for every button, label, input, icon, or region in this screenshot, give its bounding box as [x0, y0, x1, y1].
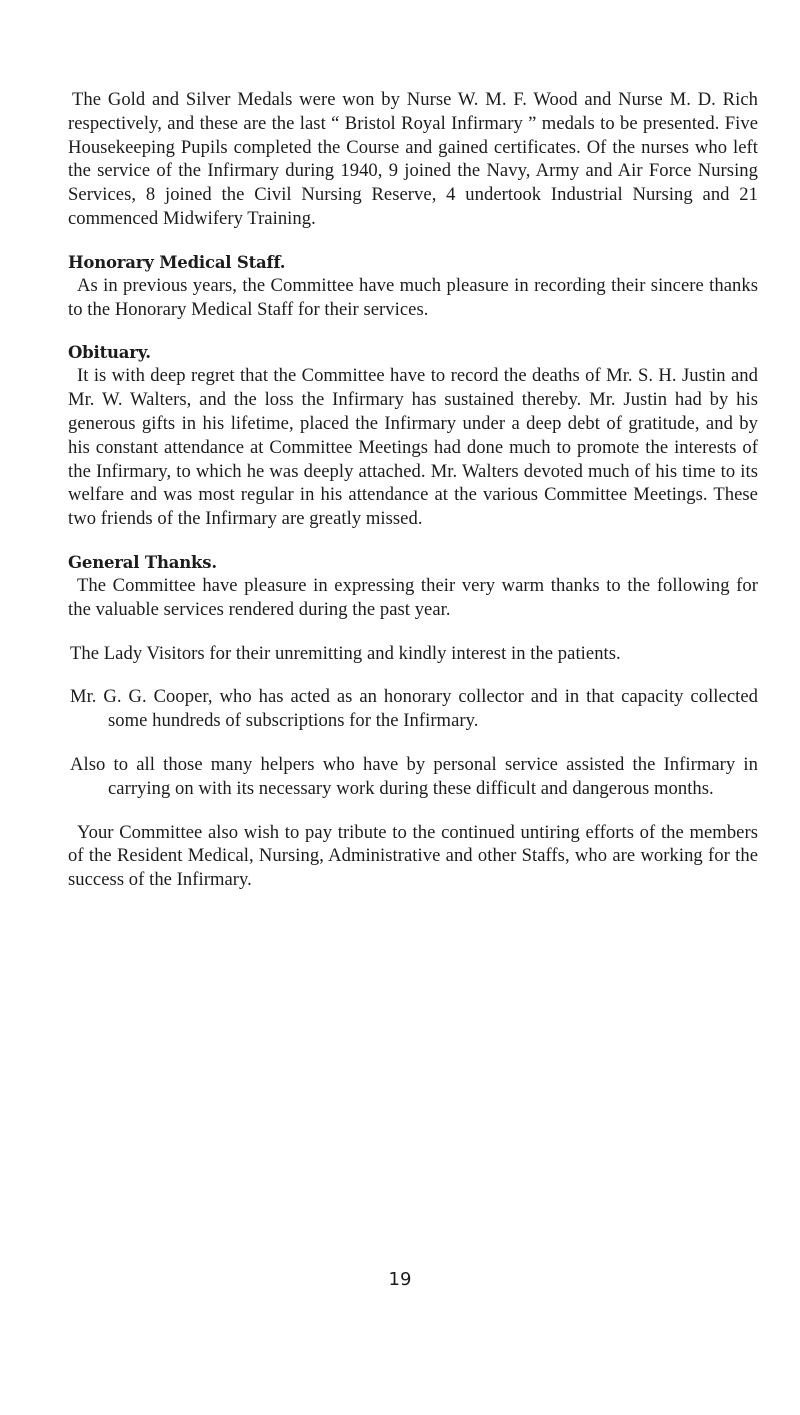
intro-paragraph: The Gold and Silver Medals were won by Nurse W. M. F. Wood and Nurse M. D. Rich respectively, and these are the last “ Bristol Royal Infirmary ” medals to be presented. Five Housekeeping Pupils completed the Course and gained certificates. Of the nurses who left the service of the Infirmary during 1940, 9 joined the Navy, Army and Air Force Nursing Services, 8 joined the Civil Nursing Reserve, 4 undertook Industrial Nursing and 21 commenced Midwifery Training. [68, 89, 758, 229]
honorary-medical-staff-heading: Honorary Medical Staff. [68, 252, 286, 272]
general-thanks-text: The Committee have pleasure in expressing their very warm thanks to the following for the valuable services rendered during the past year. [68, 574, 758, 620]
obituary-section [68, 342, 758, 531]
thanks-item-helpers: Also to all those many helpers who have by personal service assisted the Infirmary in carrying on with its necessary work during these difficult and dangerous months. [70, 753, 758, 799]
general-thanks-section [68, 552, 758, 892]
document-page [68, 88, 758, 892]
thanks-item-lady-visitors: The Lady Visitors for their unremitting and kindly interest in the patients. [70, 642, 621, 664]
thanks-item-cooper: Mr. G. G. Cooper, who has acted as an honorary collector and in that capacity collected some hundreds of subscriptions for the Infirmary. [70, 686, 758, 732]
general-thanks-closing: Your Committee also wish to pay tribute to the continued untiring efforts of the members of the Resident Medical, Nursing, Administrative and other Staffs, who are working for the success of the Infirmary. [68, 821, 758, 891]
honorary-medical-staff-section [68, 252, 758, 322]
obituary-text: It is with deep regret that the Committee have to record the deaths of Mr. S. H. Justin and Mr. W. Walters, and the loss the Infirmary has sustained thereby. Mr. Justin had by his generous gifts in his lifetime, placed the Infirmary under a deep debt of gratitude, and by his constant attendance at Committee Meetings had done much to promote the interests of the Infirmary, to which he was deeply attached. Mr. Walters devoted much of his time to its welfare and was most regular in his attendance at the various Committee Meetings. These two friends of the Infirmary are greatly missed. [68, 365, 758, 530]
page-number: 19 [388, 1269, 412, 1290]
obituary-heading: Obituary. [68, 343, 151, 363]
general-thanks-heading: General Thanks. [68, 552, 217, 572]
honorary-medical-staff-text: As in previous years, the Committee have much pleasure in recording their sincere thanks to the Honorary Medical Staff for their services. [68, 274, 758, 320]
